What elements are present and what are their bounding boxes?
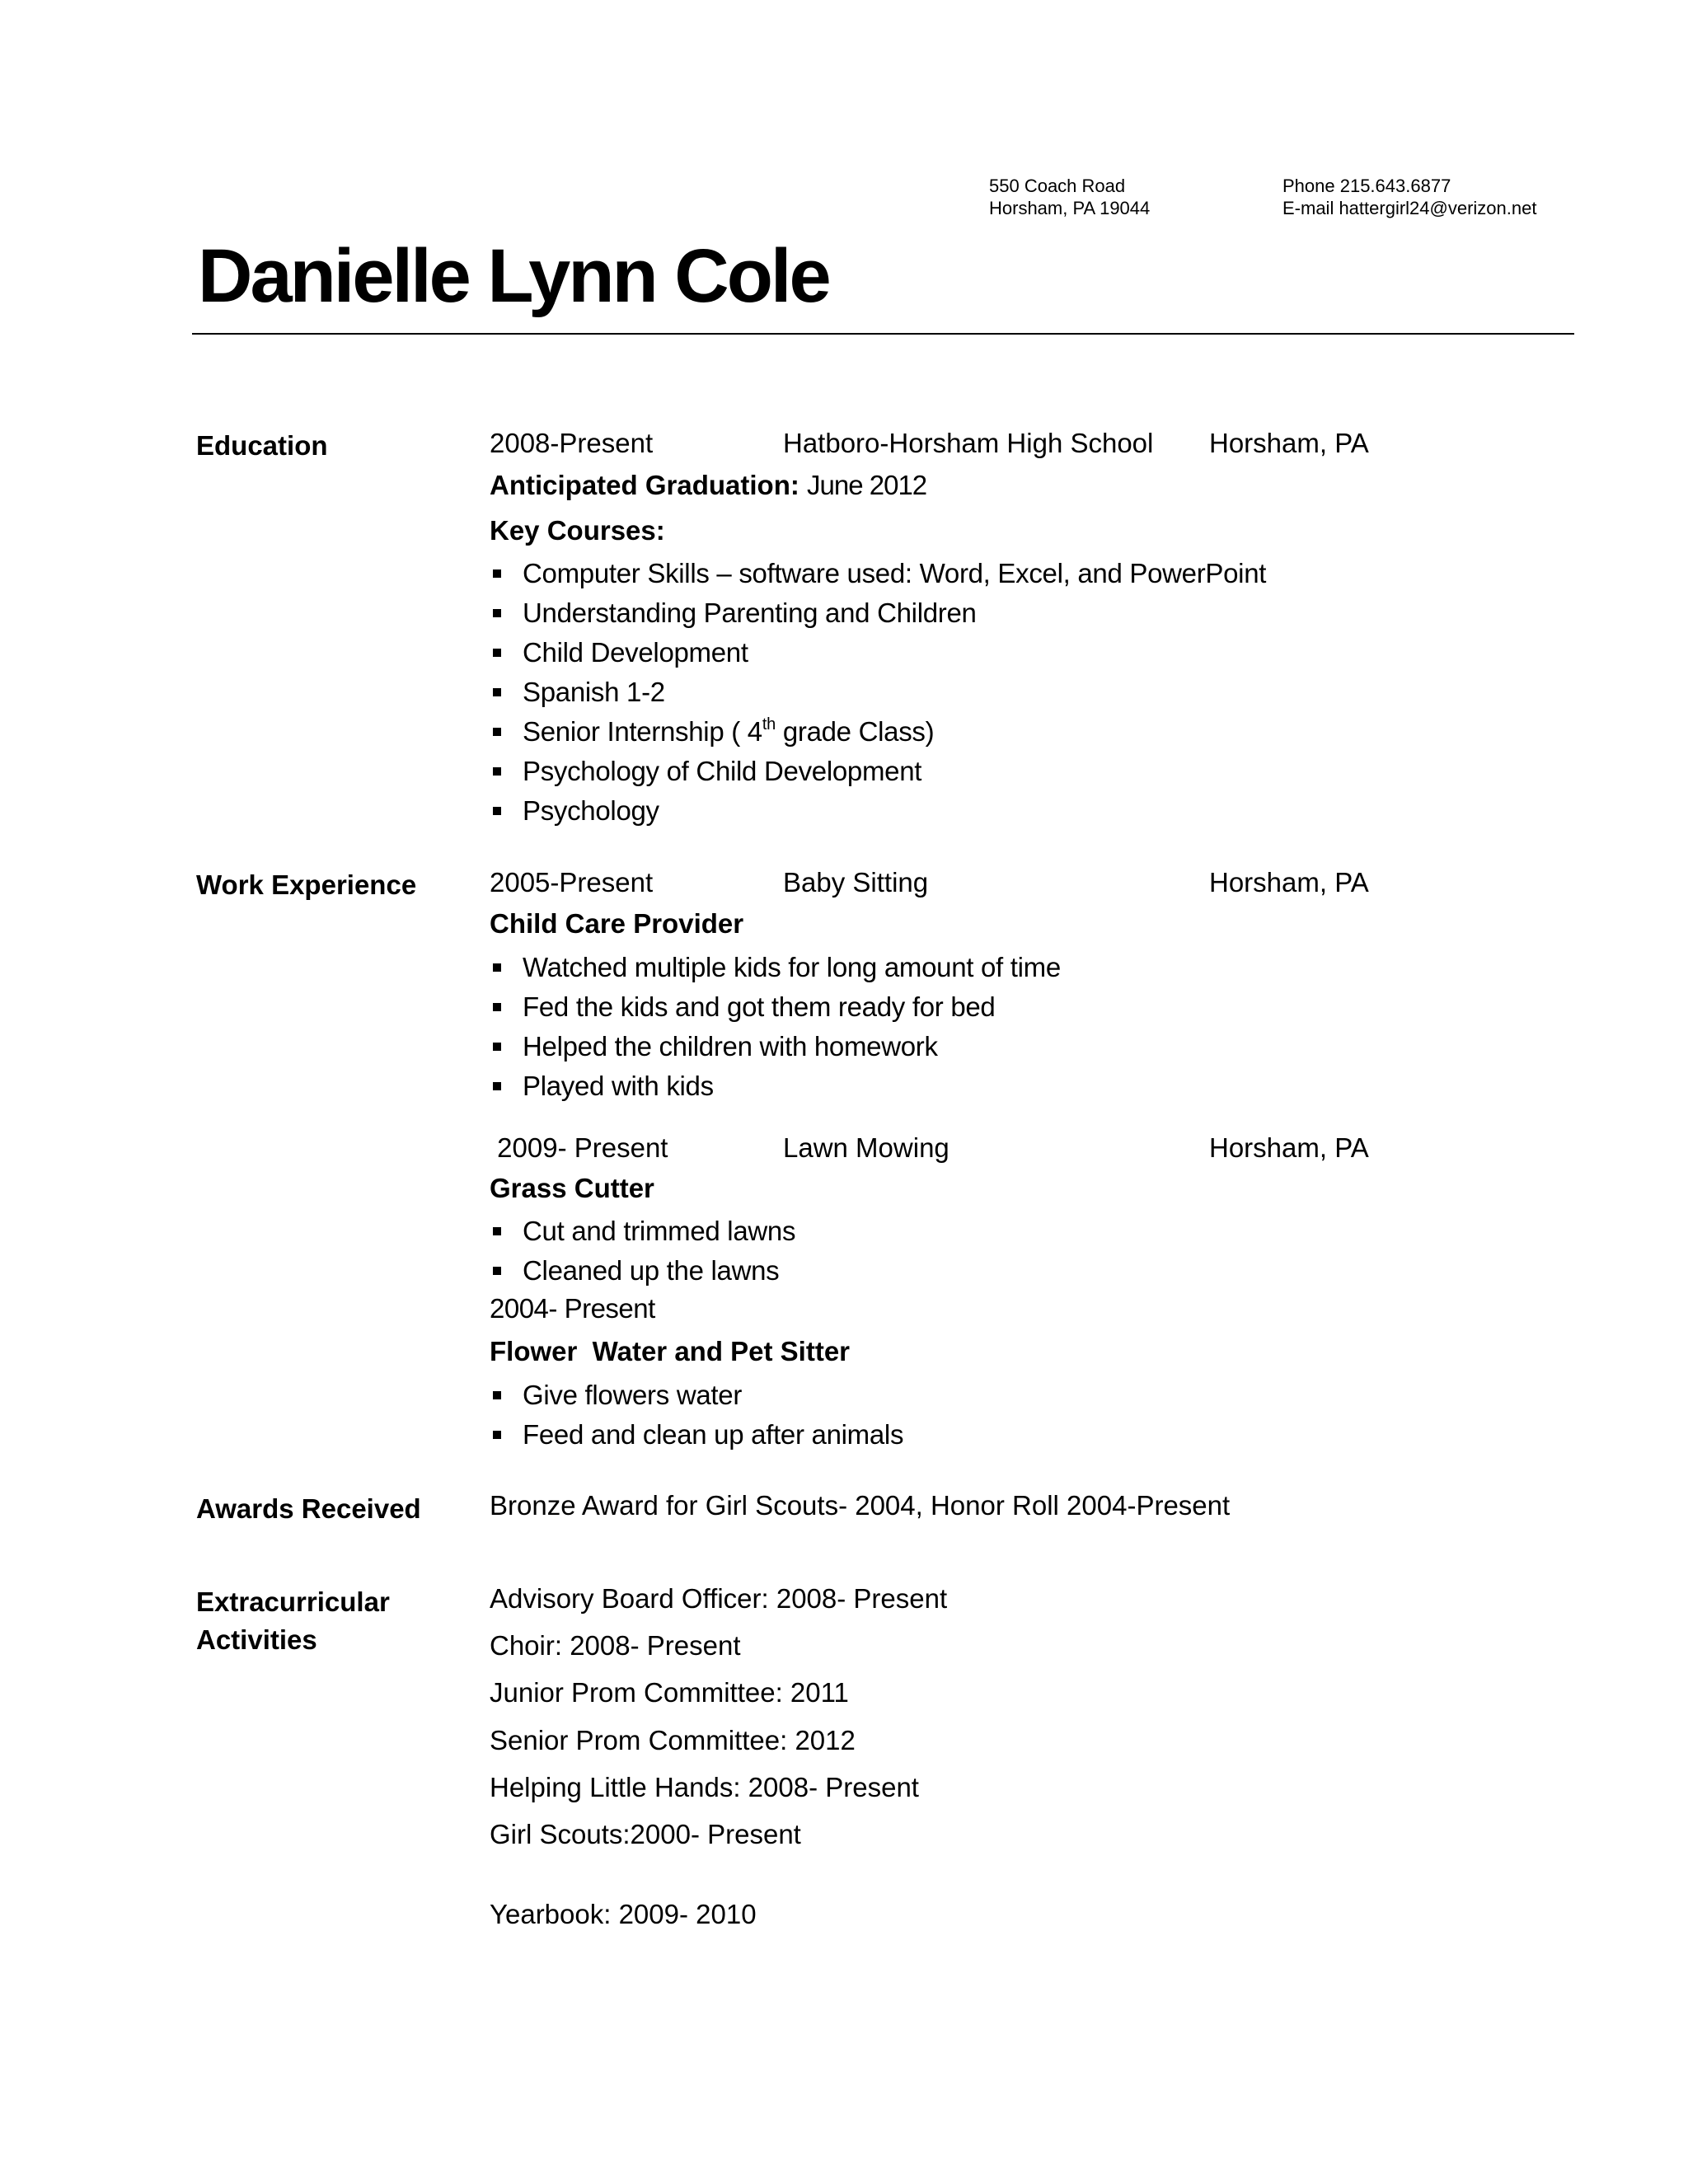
contact-block (1282, 175, 1536, 219)
list-item: Watched multiple kids for long amount of time (490, 948, 1061, 987)
section-label-awards: Awards Received (196, 1493, 421, 1524)
list-item: Cleaned up the lawns (490, 1251, 795, 1291)
education-location: Horsham, PA (1209, 428, 1369, 458)
course-list (490, 554, 1266, 831)
extracurricular-label-line2: Activities (196, 1624, 317, 1655)
phone-number: Phone 215.643.6877 (1282, 176, 1451, 196)
list-item (490, 712, 1266, 752)
graduation-label: Anticipated Graduation: (490, 470, 799, 500)
list-item: Played with kids (490, 1066, 1061, 1106)
section-label-extracurricular (196, 1583, 390, 1659)
job-dates: 2009- Present (490, 1132, 668, 1163)
list-item: Cut and trimmed lawns (490, 1212, 795, 1251)
graduation-value: June 2012 (807, 470, 927, 500)
job-title: Child Care Provider (490, 908, 744, 939)
header-divider (192, 333, 1574, 335)
list-item: Senior Prom Committee: 2012 (490, 1725, 856, 1755)
list-item: Computer Skills – software used: Word, Excel, and PowerPoint (490, 554, 1266, 593)
job-duties (490, 1376, 903, 1455)
job-location: Horsham, PA (1209, 1132, 1369, 1163)
list-item: Psychology (490, 791, 1266, 831)
key-courses-heading: Key Courses: (490, 515, 665, 546)
email-address: E-mail hattergirl24@verizon.net (1282, 198, 1537, 218)
job-duties (490, 1212, 795, 1291)
list-item: Helping Little Hands: 2008- Present (490, 1772, 919, 1802)
list-item: Give flowers water (490, 1376, 903, 1415)
job-dates: 2005-Present (490, 867, 654, 898)
list-item: Fed the kids and got them ready for bed (490, 987, 1061, 1027)
job-location: Horsham, PA (1209, 867, 1369, 898)
education-school: Hatboro-Horsham High School (783, 428, 1154, 458)
list-item: Advisory Board Officer: 2008- Present (490, 1583, 948, 1614)
list-item: Helped the children with homework (490, 1027, 1061, 1066)
job-title: Grass Cutter (490, 1173, 654, 1203)
address-block (989, 175, 1150, 219)
list-item: Choir: 2008- Present (490, 1630, 741, 1661)
section-label-work: Work Experience (196, 869, 417, 900)
internship-suffix: grade Class) (775, 716, 935, 747)
job-duties (490, 948, 1061, 1106)
resume-name: Danielle Lynn Cole (198, 234, 829, 318)
anticipated-graduation (490, 469, 926, 502)
list-item: Yearbook: 2009- 2010 (490, 1899, 757, 1929)
list-item: Child Development (490, 633, 1266, 673)
list-item: Understanding Parenting and Children (490, 593, 1266, 633)
section-label-education: Education (196, 430, 328, 461)
awards-text: Bronze Award for Girl Scouts- 2004, Honor Roll 2004-Present (490, 1490, 1231, 1521)
address-line-1: 550 Coach Road (989, 176, 1126, 196)
list-item: Girl Scouts:2000- Present (490, 1819, 801, 1849)
internship-prefix: Senior Internship ( 4 (523, 716, 762, 747)
list-item: Junior Prom Committee: 2011 (490, 1677, 849, 1708)
job-title: Flower Water and Pet Sitter (490, 1336, 851, 1366)
list-item: Spanish 1-2 (490, 673, 1266, 712)
address-line-2: Horsham, PA 19044 (989, 198, 1151, 218)
education-dates: 2008-Present (490, 428, 654, 458)
list-item: Psychology of Child Development (490, 752, 1266, 791)
job-org: Lawn Mowing (783, 1132, 950, 1163)
job-dates: 2004- Present (490, 1293, 655, 1324)
list-item: Feed and clean up after animals (490, 1415, 903, 1455)
job-org: Baby Sitting (783, 867, 929, 898)
extracurricular-label-line1: Extracurricular (196, 1586, 390, 1617)
internship-sup: th (762, 715, 776, 733)
